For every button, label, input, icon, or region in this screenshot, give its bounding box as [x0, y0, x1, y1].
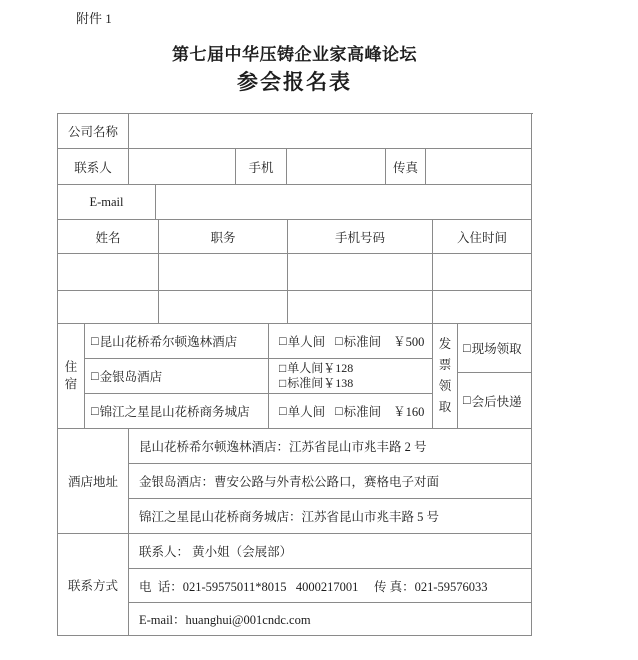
- hotel-option-row: [85, 394, 433, 429]
- company-name-value-cell: [129, 114, 532, 149]
- room-type-label: 标准间: [287, 376, 324, 390]
- contact-person-line: 联系人： 黄小姐（会展部）: [129, 534, 532, 569]
- attendee-name-cell: [58, 291, 159, 324]
- hotel-address-line: 昆山花桥希尔顿逸林酒店：江苏省昆山市兆丰路 2 号: [129, 429, 532, 464]
- invoice-option-label: 现场领取: [471, 342, 522, 356]
- hotel-name-label: 锦江之星昆山花桥商务城店: [99, 405, 250, 419]
- attendee-position-cell: [159, 291, 288, 324]
- attendee-col-position: 职务: [159, 220, 288, 254]
- contact-info-section-label: 联系方式: [58, 534, 129, 636]
- attendee-checkin-cell: [433, 254, 532, 291]
- invoice-option-onsite: [458, 324, 532, 373]
- accommodation-section: [58, 324, 533, 429]
- room-type-label: 单人间: [287, 405, 326, 419]
- room-type-cell: [269, 394, 433, 429]
- room-type-cell: [269, 359, 433, 394]
- checkbox-icon: □: [463, 340, 471, 355]
- room-type-line: [279, 361, 353, 376]
- room-type-label: 单人间: [287, 335, 326, 349]
- accommodation-section-label: 住宿: [58, 324, 85, 429]
- room-type-cell: [269, 324, 433, 359]
- checkbox-icon: □: [335, 403, 343, 418]
- hotel-option-row: [85, 359, 433, 394]
- phone-fax-line: 电 话：021-59575011*8015 4000217001 传 真：021-59576033: [129, 569, 532, 603]
- hotel-address-column: [129, 429, 532, 534]
- contact-row: [58, 149, 533, 185]
- mobile-label: 手机: [236, 149, 287, 185]
- hotel-option-jinyindao: [85, 359, 269, 394]
- hotel-address-section: [58, 429, 533, 534]
- contact-person-value-cell: [129, 149, 236, 185]
- fax-label: 传真: [386, 149, 426, 185]
- hotel-address-section-label: 酒店地址: [58, 429, 129, 534]
- company-row: [58, 114, 533, 149]
- checkbox-icon: □: [91, 403, 99, 418]
- invoice-option-express: [458, 373, 532, 429]
- checkbox-icon: □: [279, 376, 287, 390]
- invoice-options-column: [458, 324, 532, 429]
- hotel-name-label: 昆山花桥希尔顿逸林酒店: [99, 335, 238, 349]
- checkbox-icon: □: [279, 333, 287, 348]
- company-name-label: 公司名称: [58, 114, 129, 149]
- contact-person-label: 联系人: [58, 149, 129, 185]
- room-type-label: 标准间: [343, 335, 382, 349]
- hotel-address-line: 金银岛酒店：曹安公路与外青松公路口，赛格电子对面: [129, 464, 532, 499]
- page-subtitle: 参会报名表: [237, 70, 352, 94]
- attendee-mobile-cell: [288, 291, 433, 324]
- email-row: [58, 185, 533, 220]
- contact-info-column: [129, 534, 532, 636]
- page-title: 第七届中华压铸企业家高峰论坛: [172, 45, 417, 64]
- attendee-position-cell: [159, 254, 288, 291]
- attendee-empty-row: [58, 254, 533, 291]
- room-price: ￥128: [323, 361, 354, 375]
- room-price: ￥500: [393, 335, 425, 349]
- registration-form-table: [57, 113, 533, 636]
- checkbox-icon: □: [463, 393, 471, 407]
- hotel-address-line: 锦江之星昆山花桥商务城店：江苏省昆山市兆丰路 5 号: [129, 499, 532, 534]
- checkbox-icon: □: [279, 361, 287, 375]
- attendee-checkin-cell: [433, 291, 532, 324]
- checkbox-icon: □: [335, 333, 343, 348]
- contact-info-section: [58, 534, 533, 636]
- fax-value-cell: [426, 149, 532, 185]
- invoice-option-label: 会后快递: [471, 394, 522, 409]
- hotel-option-row: [85, 324, 433, 359]
- attendee-name-cell: [58, 254, 159, 291]
- attendee-empty-row: [58, 291, 533, 324]
- attendee-mobile-cell: [288, 254, 433, 291]
- room-type-label: 标准间: [343, 405, 382, 419]
- room-price: ￥138: [323, 376, 354, 390]
- checkbox-icon: □: [91, 368, 99, 383]
- room-type-label: 单人间: [287, 361, 324, 375]
- attendee-col-checkin: 入住时间: [433, 220, 532, 254]
- attendee-col-mobile: 手机号码: [288, 220, 433, 254]
- email-label: E-mail: [58, 185, 156, 220]
- hotel-option-jinjiang: [85, 394, 269, 429]
- checkbox-icon: □: [279, 403, 287, 418]
- email-value-cell: [156, 185, 532, 220]
- hotel-option-hilton: [85, 324, 269, 359]
- mobile-value-cell: [287, 149, 386, 185]
- checkbox-icon: □: [91, 333, 99, 348]
- room-price: ￥160: [393, 405, 425, 419]
- contact-email-line: E-mail：huanghui@001cndc.com: [129, 603, 532, 636]
- room-type-line: [279, 376, 353, 391]
- attendee-col-name: 姓名: [58, 220, 159, 254]
- hotel-name-label: 金银岛酒店: [99, 370, 163, 384]
- attendee-header-row: [58, 220, 533, 254]
- hotel-options-column: [85, 324, 433, 429]
- attachment-label: 附件 1: [76, 11, 112, 26]
- invoice-section-label: 发票领取: [433, 324, 458, 429]
